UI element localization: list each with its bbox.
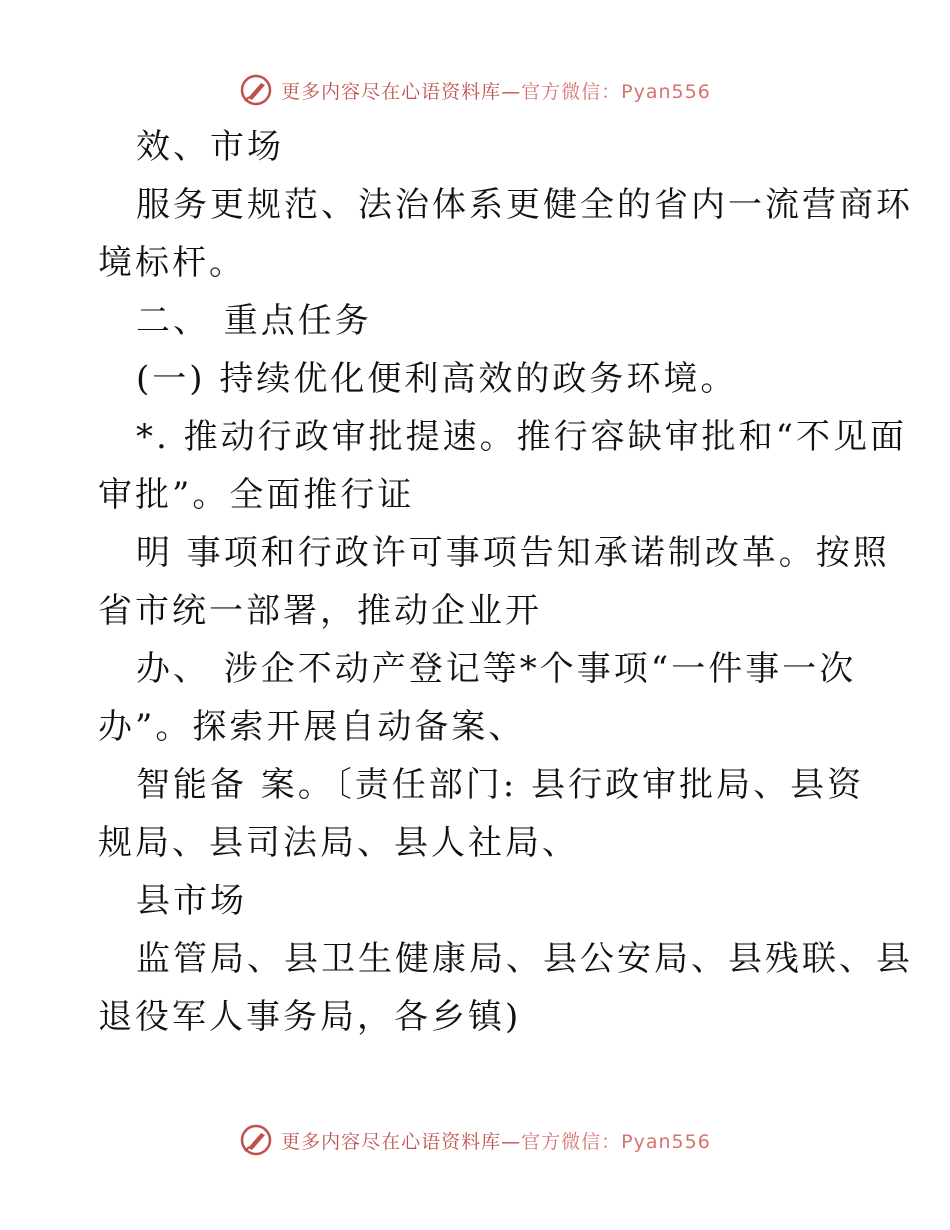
text-line: 境标杆。 <box>98 243 246 283</box>
header-watermark-banner <box>0 70 950 110</box>
banner-dash: — <box>501 1130 522 1153</box>
banner-wechat: 官方微信：Pyan556 <box>521 80 711 103</box>
text-line: *. 推动行政审批提速。推行容缺审批和“不见面 <box>136 417 907 457</box>
text-line: 规局、县司法局、县人社局、 <box>98 823 579 863</box>
banner-title: 更多内容尽在心语资料库 <box>281 1130 502 1153</box>
text-line: 服务更规范、法治体系更健全的省内一流营商环 <box>136 185 913 225</box>
text-line: 办”。探索开展自动备案、 <box>98 707 526 747</box>
text-line: 退役军人事务局，各乡镇) <box>98 997 522 1037</box>
banner-title: 更多内容尽在心语资料库 <box>281 80 502 103</box>
footer-watermark-banner <box>0 1120 950 1160</box>
banner-text <box>281 77 711 104</box>
text-line: 省市统一部署，推动企业开 <box>98 591 542 631</box>
text-line: 二、 重点任务 <box>136 301 372 341</box>
text-line: 审批”。全面推行证 <box>98 475 415 515</box>
banner-wechat: 官方微信：Pyan556 <box>521 1130 711 1153</box>
text-line: 监管局、县卫生健康局、县公安局、县残联、县 <box>136 939 913 979</box>
banner-dash: — <box>501 80 522 103</box>
quill-logo-icon <box>239 1123 273 1157</box>
text-line: 办、 涉企不动产登记等*个事项“一件事一次 <box>136 649 857 689</box>
text-line: (一) 持续优化便利高效的政务环境。 <box>136 359 738 399</box>
document-body <box>98 118 913 1046</box>
quill-logo-icon <box>239 73 273 107</box>
text-line: 县市场 <box>136 881 247 921</box>
banner-text <box>281 1127 711 1154</box>
text-line: 智能备 案。〔责任部门: 县行政审批局、县资 <box>136 765 865 805</box>
text-line: 效、市场 <box>136 127 284 167</box>
text-line: 明 事项和行政许可事项告知承诺制改革。按照 <box>136 533 890 573</box>
